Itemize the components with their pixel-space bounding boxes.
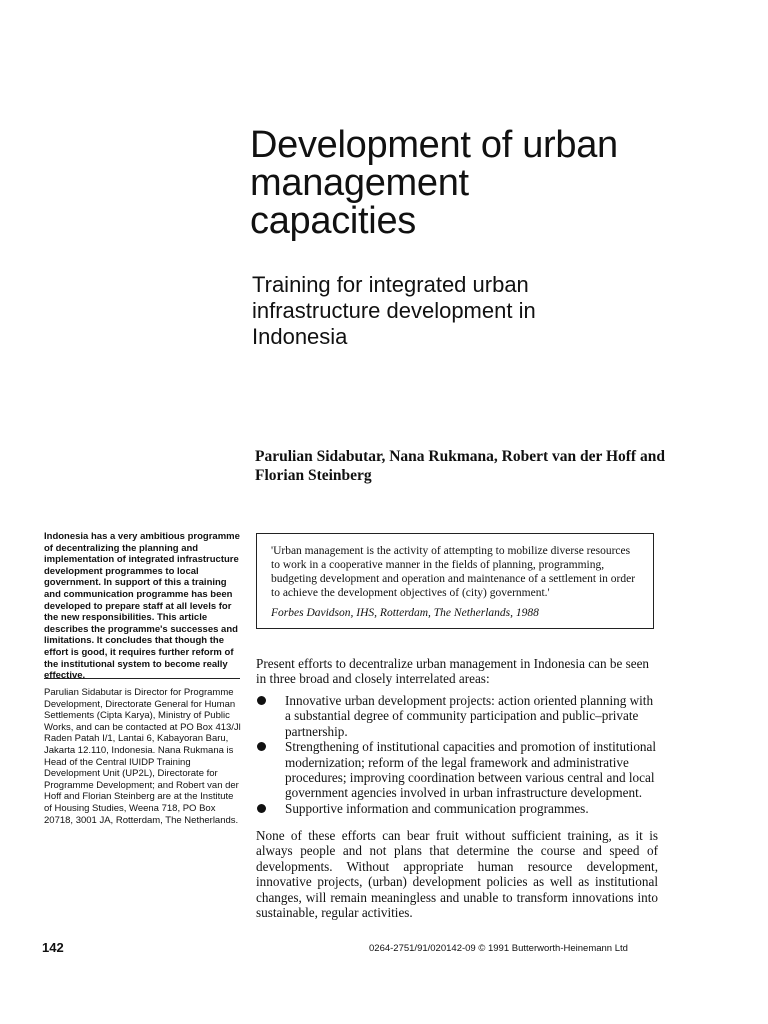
list-item xyxy=(256,801,660,816)
article-subtitle xyxy=(252,272,692,350)
bullet-icon xyxy=(257,696,266,705)
subtitle-line: Indonesia xyxy=(252,324,348,349)
list-item-text: Innovative urban development projects: action oriented planning with a substantial degree of community participation and public–private partnership. xyxy=(285,693,654,739)
bullet-icon xyxy=(257,804,266,813)
subtitle-line: infrastructure development in xyxy=(252,298,536,323)
epigraph-text: 'Urban management is the activity of attempting to mobilize diverse resources to work in a cooperative manner in the fields of planning, programming, budgeting development and operation and maintenance of a settlement in order to achieve the development objectives of (city) government.' xyxy=(271,545,636,599)
list-item xyxy=(256,693,660,739)
body-paragraph: None of these efforts can bear fruit without sufficient training, as it is always people and not plans that determine the course and speed of developments. Without appropriate human resource development, innovative projects, (urban) development policies as well as institutional changes, will remain meaningless and unable to transform innovations into sustainable, regular activities. xyxy=(256,828,658,921)
epigraph-attribution: Forbes Davidson, IHS, Rotterdam, The Netherlands, 1988 xyxy=(271,607,539,619)
copyright-line: 0264-2751/91/020142-09 © 1991 Butterworth-Heinemann Ltd xyxy=(369,943,628,954)
bullet-icon xyxy=(257,742,266,751)
author-bio: Parulian Sidabutar is Director for Programme Development, Directorate General for Human Settlements (Cipta Karya), Ministry of Public Works, and can be contacted at PO Box 413/Jl Raden Patah I/1, Lantai 6, Kabayoran Baru, Jakarta 12.110, Indonesia. Nana Rukmana is Head of the Central IUIDP Training Development Unit (UP2L), Directorate for Programme Development; and Robert van der Hoff and Florian Steinberg are at the Institute of Housing Studies, Weena 718, PO Box 20718, 3001 JA, Rotterdam, The Netherlands. xyxy=(44,687,241,826)
bullet-list xyxy=(256,693,660,816)
abstract: Indonesia has a very ambitious programme of decentralizing the planning and implementation of integrated infrastructure development programmes to local government. In support of this a training and communication programme has been developed to prepare staff at all levels for the new responsibilities. This article describes the programme's successes and limitations. It concludes that though the effort is good, it requires further reform of the institutional system to become really effective. xyxy=(44,531,240,682)
list-item-text: Strengthening of institutional capacities and promotion of institutional modernization; reform of the legal framework and administrative procedures; improving coordination between various central and local government agencies involved in urban infrastructure development. xyxy=(285,739,657,801)
page-number: 142 xyxy=(42,940,64,955)
title-line: Development of urban xyxy=(250,124,618,166)
title-line: capacities xyxy=(250,200,416,242)
epigraph-box xyxy=(256,533,654,629)
list-item-text: Supportive information and communication programmes. xyxy=(285,800,589,816)
author-list: Parulian Sidabutar, Nana Rukmana, Robert van der Hoff and Florian Steinberg xyxy=(255,448,665,484)
article-title xyxy=(250,126,690,240)
title-line: management xyxy=(250,162,469,204)
body-intro: Present efforts to decentralize urban management in Indonesia can be seen in three broad and closely interrelated areas: xyxy=(256,656,650,687)
subtitle-line: Training for integrated urban xyxy=(252,272,529,297)
list-item xyxy=(256,739,660,801)
sidebar-divider xyxy=(44,678,240,679)
